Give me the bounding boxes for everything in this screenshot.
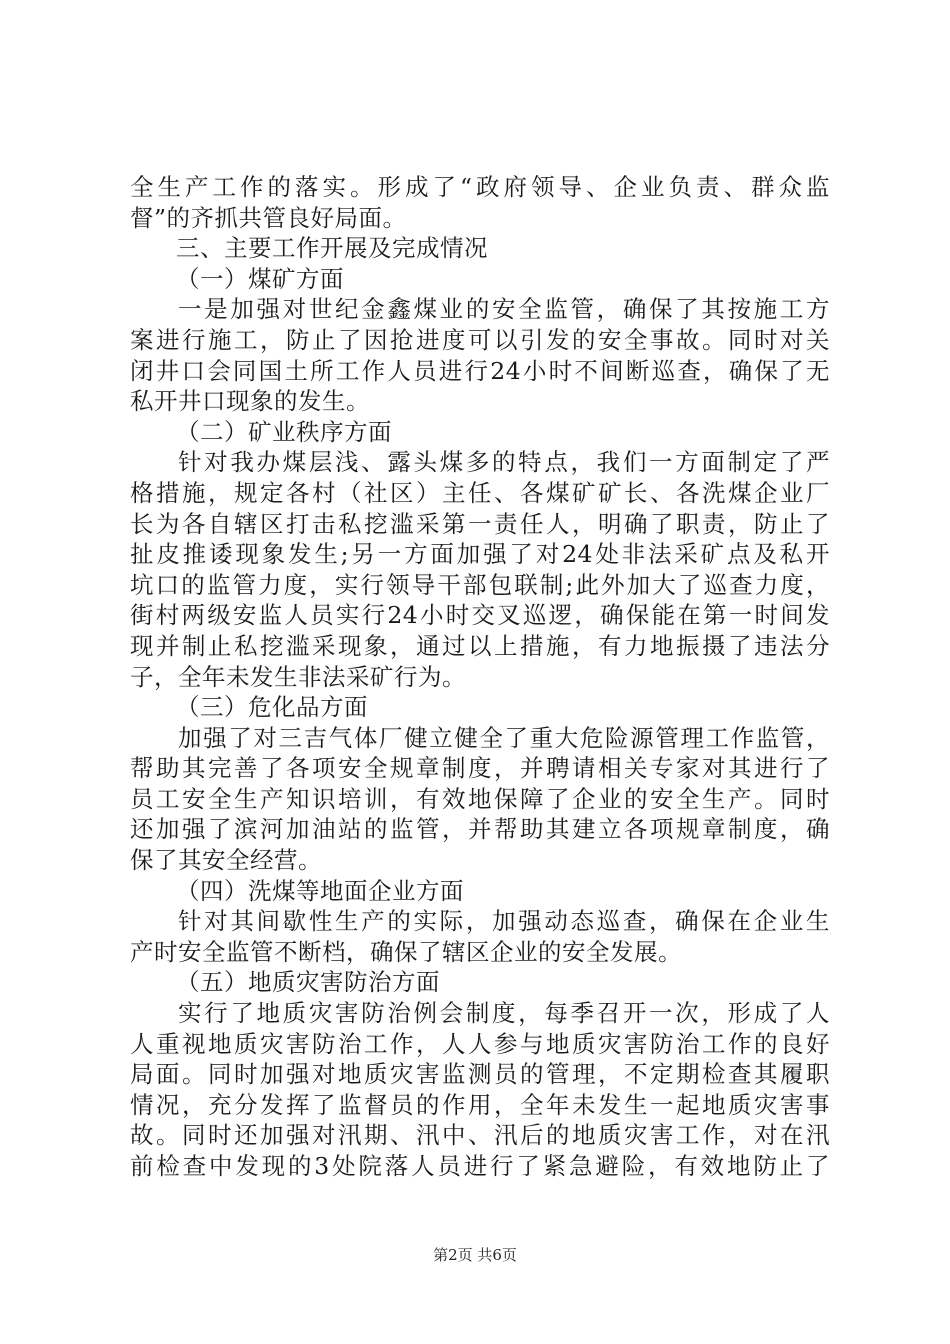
text-line: 针对我办煤层浅、露头煤多的特点，我们一方面制定了严 [178, 448, 830, 477]
section-heading: 三、主要工作开展及完成情况 [176, 234, 488, 263]
text-line: 情况，充分发挥了监督员的作用，全年未发生一起地质灾害事 [130, 1090, 830, 1119]
document-body [130, 172, 830, 1182]
text-line: 街村两级安监人员实行24小时交叉巡逻，确保能在第一时间发 [130, 601, 830, 630]
page-number-footer: 第2页 共6页 [433, 1246, 517, 1264]
text-line: 前检查中发现的3处院落人员进行了紧急避险，有效地防止了 [130, 1152, 830, 1180]
text-line: 闭井口会同国土所工作人员进行24小时不间断巡查，确保了无 [130, 356, 830, 385]
text-line: 私开井口现象的发生。 [130, 387, 370, 416]
text-line: 人重视地质灾害防治工作，人人参与地质灾害防治工作的良好 [130, 1029, 830, 1058]
text-line: 扯皮推诿现象发生;另一方面加强了对24处非法采矿点及私开 [130, 540, 830, 569]
text-line: 督”的齐抓共管良好局面。 [130, 203, 407, 232]
text-line: 局面。同时加强对地质灾害监测员的管理，不定期检查其履职 [130, 1060, 830, 1089]
text-line: 全生产工作的落实。形成了“政府领导、企业负责、群众监 [130, 173, 830, 201]
subsection-heading: （三）危化品方面 [176, 693, 368, 722]
text-line: 案进行施工，防止了因抢进度可以引发的安全事故。同时对关 [130, 325, 830, 354]
text-line: 格措施，规定各村（社区）主任、各煤矿矿长、各洗煤企业厂 [130, 478, 830, 507]
text-line: 产时安全监管不断档，确保了辖区企业的安全发展。 [130, 937, 682, 966]
text-line: 针对其间歇性生产的实际，加强动态巡查，确保在企业生 [178, 907, 830, 936]
subsection-heading: （四）洗煤等地面企业方面 [176, 876, 464, 905]
text-line: 还加强了滨河加油站的监管，并帮助其建立各项规章制度，确 [130, 815, 830, 844]
text-line: 保了其安全经营。 [130, 846, 322, 875]
subsection-heading: （二）矿业秩序方面 [176, 417, 392, 446]
subsection-heading: （一）煤矿方面 [176, 264, 344, 293]
text-line: 长为各自辖区打击私挖滥采第一责任人，明确了职责，防止了 [130, 509, 830, 538]
text-line: 加强了对三吉气体厂健立健全了重大危险源管理工作监管， [178, 723, 830, 752]
text-line: 员工安全生产知识培训，有效地保障了企业的安全生产。同时 [130, 784, 830, 813]
text-line: 现并制止私挖滥采现象，通过以上措施，有力地振摄了违法分 [130, 631, 830, 660]
subsection-heading: （五）地质灾害防治方面 [176, 968, 440, 997]
text-line: 子，全年未发生非法采矿行为。 [130, 662, 466, 691]
text-line: 坑口的监管力度，实行领导干部包联制;此外加大了巡查力度， [130, 570, 830, 599]
text-line: 故。同时还加强对汛期、汛中、汛后的地质灾害工作，对在汛 [130, 1121, 830, 1150]
text-line: 帮助其完善了各项安全规章制度，并聘请相关专家对其进行了 [130, 754, 830, 783]
text-line: 一是加强对世纪金鑫煤业的安全监管，确保了其按施工方 [178, 295, 830, 324]
text-line: 实行了地质灾害防治例会制度，每季召开一次，形成了人 [178, 999, 830, 1028]
